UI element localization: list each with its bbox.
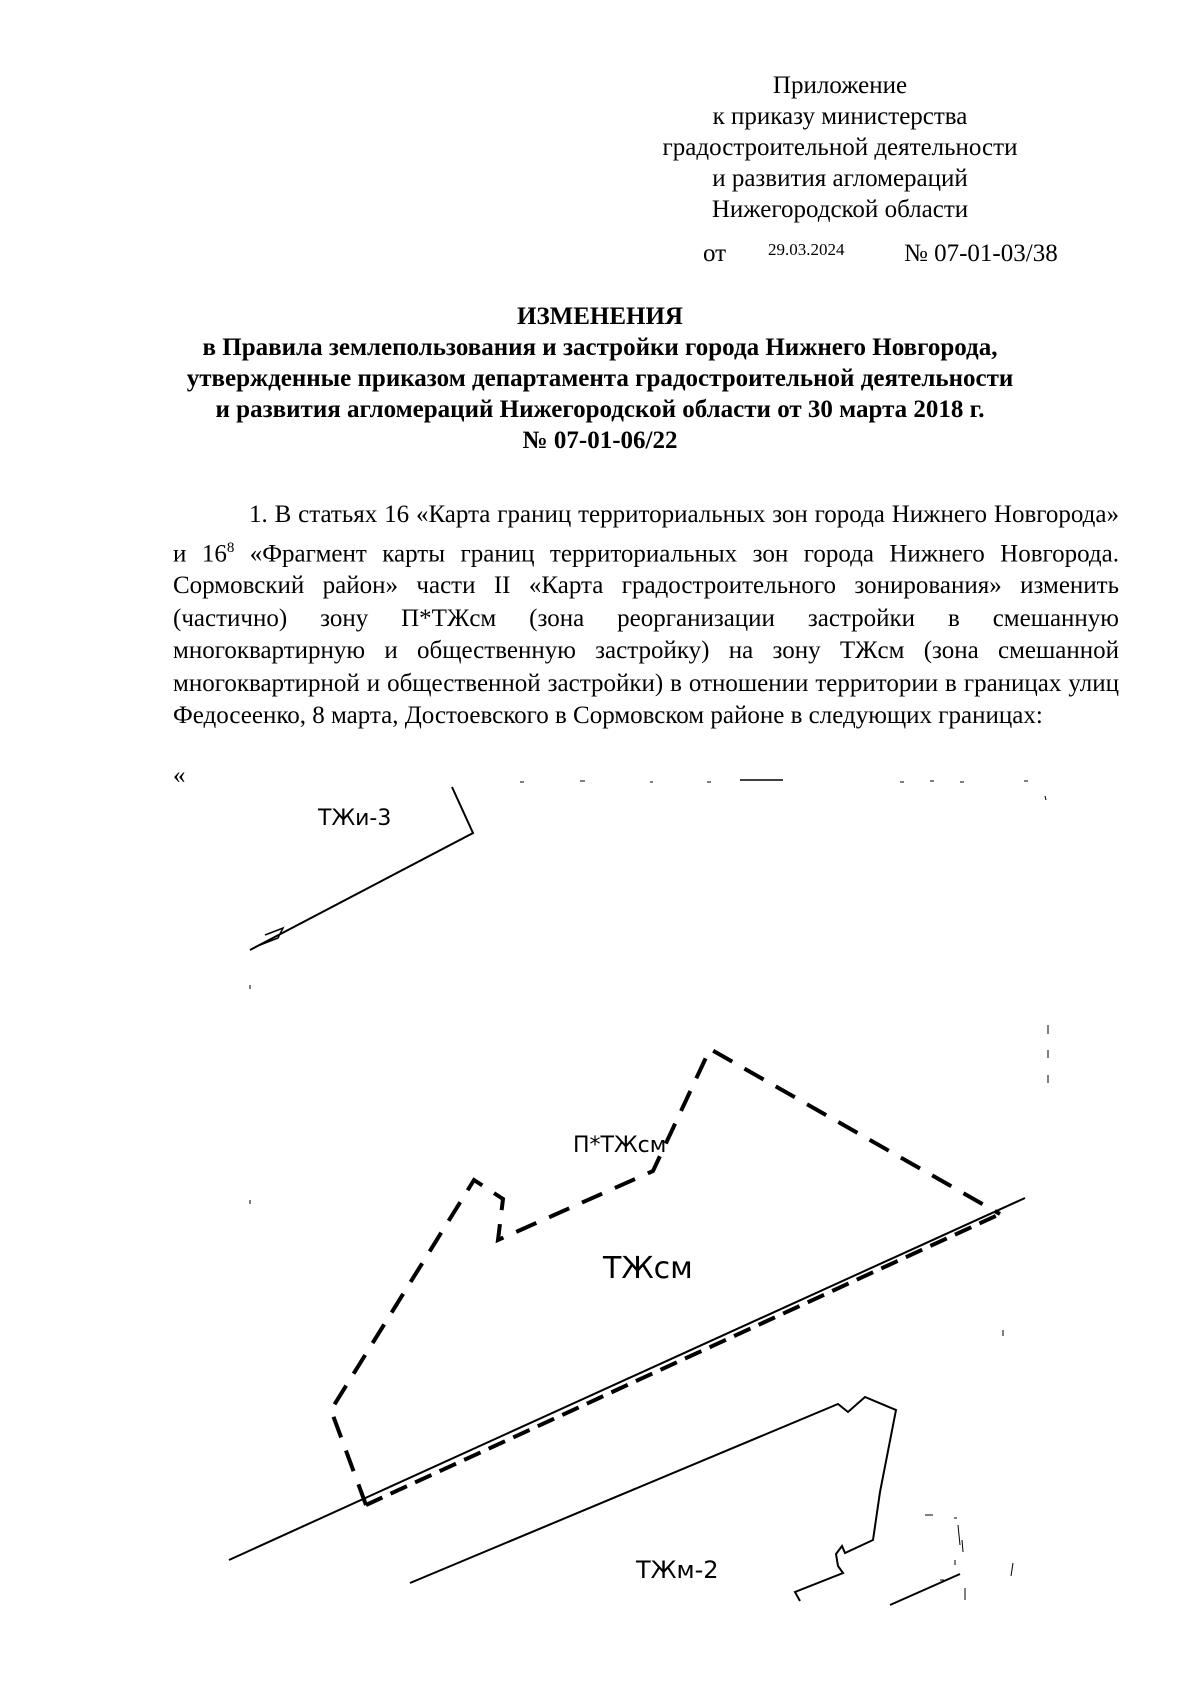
zone-label-tzhsm: ТЖсм <box>603 1251 693 1286</box>
title-line: и развития агломераций Нижегородской области от 30 марта 2018 г. <box>215 396 985 423</box>
paragraph-text-end: «Фрагмент карты границ территориальных зон города Нижнего Новгорода. Сормовский район» части II «Карта градостроительного зонирования» изменить (частично) зону П*ТЖсм (зона реорганизации застройки в смешанную многоквартирную и общественную застройку) на зону ТЖсм (зона смешанной многоквартирной и общественной застройки) в отношении территории в границах улиц Федосеенко, 8 марта, Достоевского в Сормовском районе в следующих границах: <box>173 539 1119 730</box>
appendix-line: к приказу министерства <box>712 103 968 130</box>
order-ot-label: от <box>703 240 727 267</box>
zone-label-tzhm2: ТЖм-2 <box>636 1556 719 1584</box>
quote-open: « <box>173 762 186 789</box>
appendix-line: градостроительной деятельности <box>662 134 1018 161</box>
paragraph-text-start: 1. В статьях 16 «Карта границ территориальных зон города Нижнего Новгорода» и 16 <box>173 501 1119 567</box>
appendix-line: Приложение <box>772 72 908 99</box>
title-line: в Правила землепользования и застройки города Нижнего Новгорода, <box>202 334 998 361</box>
zone-label-tzhi3: ТЖи-3 <box>318 806 392 831</box>
title-line: № 07-01-06/22 <box>522 427 678 454</box>
zone-label-p-tzhsm: П*ТЖсм <box>573 1133 667 1158</box>
title-heading: ИЗМЕНЕНИЯ <box>517 303 683 330</box>
title-line: утвержденные приказом департамента градостроительной деятельности <box>186 365 1014 392</box>
order-number: № 07-01-03/38 <box>904 240 1058 267</box>
order-date: 29.03.2024 <box>768 240 845 259</box>
appendix-line: Нижегородской области <box>711 196 969 223</box>
article-superscript: 8 <box>226 539 235 556</box>
appendix-line: и развития агломераций <box>712 165 968 192</box>
